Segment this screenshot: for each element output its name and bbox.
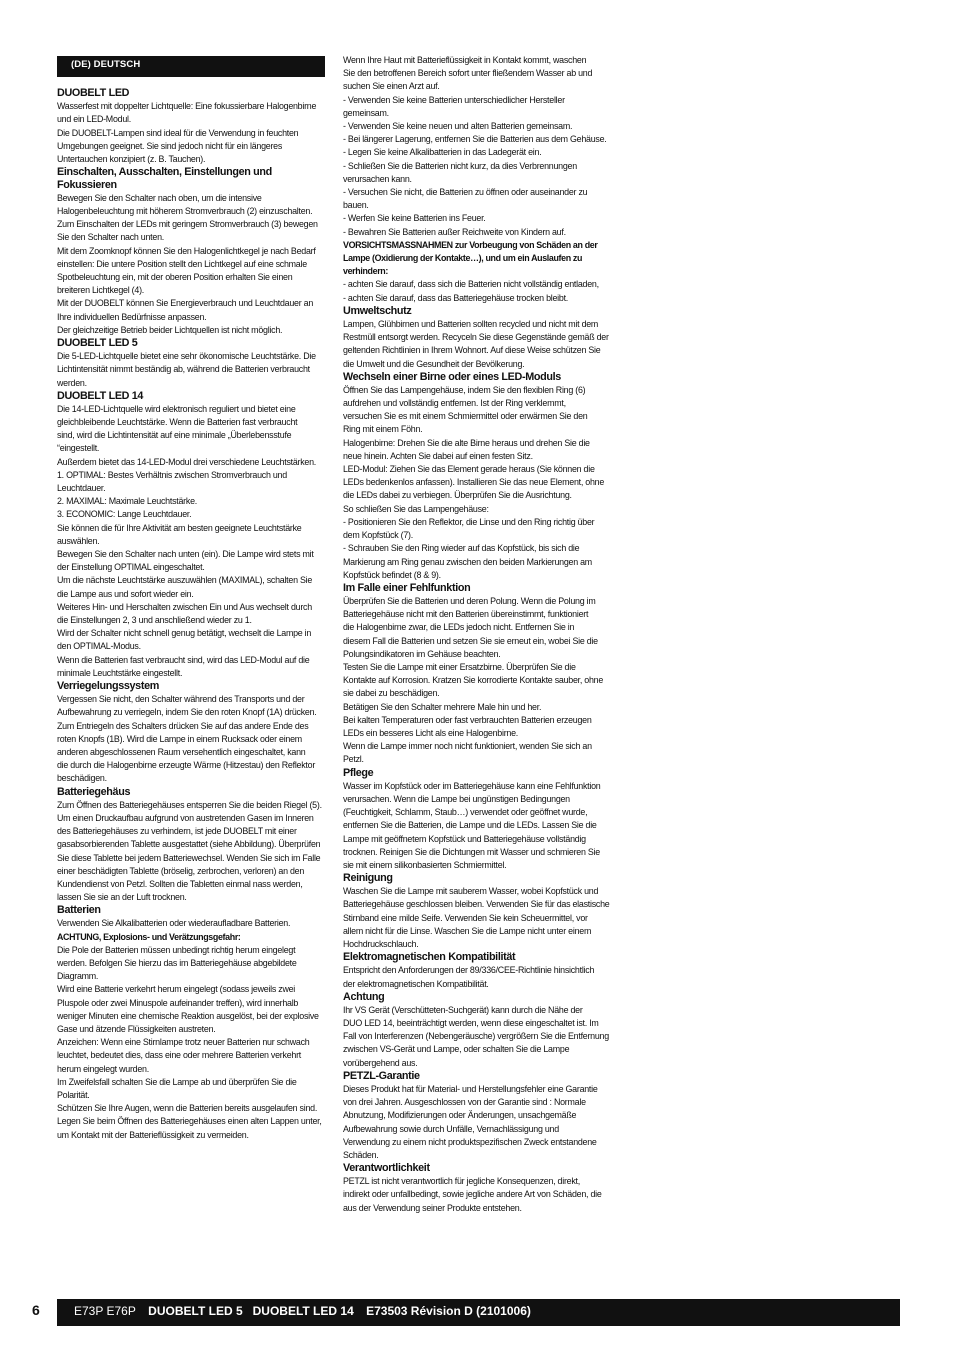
section-verriegelungssystem [57, 680, 325, 786]
warning-text: ACHTUNG, Explosions- und Verätzungsgefahr: [57, 931, 241, 942]
section-umweltschutz [343, 305, 611, 371]
section-im-falle-einer-fehlfunktion [343, 582, 611, 767]
section-verantwortlichkeit [343, 1162, 611, 1215]
section-text: Ihr VS Gerät (Verschütteten-Suchgerät) kann durch die Nähe der DUO LED 14, beeinträchtigt werden, wenn diese eingeschaltet ist. Im Fall von Interferenzen (Nebengeräusche) vergrößern Sie die Entfernung zwischen VS-Gerät und Lampe, oder schalten Sie die Lampe vorübergehend aus. [343, 1004, 609, 1068]
page-number: 6 [32, 1302, 40, 1318]
section-text: Zum Öffnen des Batteriegehäuses entsperren Sie die beiden Riegel (5). Um einen Druckaufbau aufgrund von austretenden Gasen im Inneren des Batteriegehäuses zu verhindern, ist jede DUOBELT mit einer gasabsorbierenden Tablette ausgestattet (siehe Abbildung). Überprüfen Sie diese Tablette bei jedem Batteriewechsel. Wenden Sie sich im Falle einer beschädigten Tablette (bröselig, zerbrochen, verloren) an den Kundendienst von Petzl. Sollten die Tabletten einmal nass werden, lassen Sie sie an der Luft trocknen. [57, 799, 322, 903]
right-column [343, 54, 611, 1215]
section-heading: Umweltschutz [343, 304, 412, 317]
section-text: Lampen, Glühbirnen und Batterien sollten recycled und nicht mit dem Restmüll entsorgt werden. Recyceln Sie diese Gegenstände gemäß der geltenden Richtlinien in Ihrem Wohnort. Auf diese Weise schützen Sie die Umwelt und die Gesundheit der Bevölkerung. [343, 318, 609, 369]
section-heading: Reinigung [343, 872, 393, 885]
section-text: Die 5-LED-Lichtquelle bietet eine sehr ökonomische Leuchtstärke. Die Lichtintensität nimmt beständig ab, während die Batterien verbraucht werden. [57, 351, 316, 388]
section-heading: Achtung [343, 990, 385, 1003]
section-heading: Batteriegehäus [57, 785, 131, 798]
section-achtung [343, 991, 611, 1070]
section-text: - achten Sie darauf, dass sich die Batterien nicht vollständig entladen, - achten Sie darauf, dass das Batteriegehäuse trocken bleibt. [343, 279, 599, 303]
section-duobelt-led-5 [57, 337, 325, 390]
product-names: DUOBELT LED 5 DUOBELT LED 14 [148, 1304, 354, 1318]
section-text: Überprüfen Sie die Batterien und deren Polung. Wenn die Polung im Batteriegehäuse nicht mit den Batterien übereinstimmt, funktioniert die Halogenbirne zwar, die LEDs jedoch nicht. Entfernen Sie in diesem Fall die Batterien und setzen Sie sie erneut ein, wobei Sie die Polungsindikatoren im Gehäuse beachten. Testen Sie die Lampe mit einer Ersatzbirne. Überprüfen Sie die Kontakte auf Korrosion. Kratzen Sie korrodierte Kontakte sauber, ohne sie dabei zu beschädigen. Betätigen Sie den Schalter mehrere Male hin und her. Bei kalten Temperaturen oder fast verbrauchten Batterien erzeugen LEDs ein besseres Licht als eine Halogenbirne. Wenn die Lampe immer noch nicht funktioniert, wenden Sie sich an Petzl. [343, 596, 604, 765]
section-petzl-garantie [343, 1070, 611, 1162]
section-text: Die Pole der Batterien müssen unbedingt richtig herum eingelegt werden. Befolgen Sie hierzu das im Batteriegehäuse abgebildete Diagramm. Wird eine Batterie verkehrt herum eingelegt (sodass jeweils zwei Pluspole oder zwei Minuspole aufeinander treffen), wird innerhalb weniger Minuten eine chemische Reaktion ausgelöst, bei der explosive Gase und ätzende Flüssigkeiten austreten. Anzeichen: Wenn eine Stirnlampe trotz neuer Batterien nur schwach leuchtet, bedeutet dies, dass eine oder mehrere Batterien verkehrt herum eingelegt wurden. Im Zweifelsfall schalten Sie die Lampe ab und überprüfen Sie die Polarität. Schützen Sie Ihre Augen, wenn die Batterien bereits ausgelaufen sind. Legen Sie beim Öffnen des Batteriegehäuses einen alten Lappen unter, um Kontakt mit der Batterieflüssigkeit zu vermeiden. [57, 944, 322, 1140]
section-elektromagnetischen-kompatibilität [343, 951, 611, 991]
section-right-intro [343, 54, 611, 305]
section-wechseln-einer-birne-oder-eines-led-moduls [343, 371, 611, 582]
footer-bar [57, 1299, 900, 1326]
section-heading: DUOBELT LED 5 [57, 337, 138, 350]
section-heading: Einschalten, Ausschalten, Einstellungen und Fokussieren [57, 166, 272, 191]
section-heading: Elektromagnetischen Kompatibilität [343, 951, 516, 964]
section-text: Dieses Produkt hat für Material- und Herstellungsfehler eine Garantie von drei Jahren. Ausgeschlossen von der Garantie sind : Normale Abnutzung, Modifizierungen oder Änderungen, unsachgemäße Aufbewahrung sowie durch Unfälle, Vernachlässigung und Verwendung zu einem nicht produktspezifischen Zweck entstandene Schäden. [343, 1083, 598, 1160]
section-text: Öffnen Sie das Lampengehäuse, indem Sie den flexiblen Ring (6) aufdrehen und vollständig entfernen. Ist der Ring verklemmt, versuchen Sie es mit einem Schmiermittel oder erwärmen Sie den Ring mit einem Föhn. Halogenbirne: Drehen Sie die alte Birne heraus und drehen Sie die neue hinein. Achten Sie dabei auf einen festen Sitz. LED-Modul: Ziehen Sie das Element gerade heraus (Sie können die LEDs bedenkenlos anfassen). Installieren Sie das neue Element, ohne die LEDs dabei zu verbiegen. Überprüfen Sie die Ausrichtung. So schließen Sie das Lampengehäuse: - Positionieren Sie den Reflektor, die Linse und den Ring richtig über dem Kopfstück (7). - Schrauben Sie den Ring wieder auf das Kopfstück, bis sich die Markierung am Ring genau zwischen den beiden Markierungen am Kopfstück befindet (8 & 9). [343, 384, 605, 580]
section-heading: Batterien [57, 904, 101, 917]
section-heading: Im Falle einer Fehlfunktion [343, 581, 471, 594]
section-batteriegehäus [57, 786, 325, 905]
section-einschalten-ausschalten-einstellungen-und-fokussieren [57, 166, 325, 337]
section-text: Bewegen Sie den Schalter nach oben, um die intensive Halogenbeleuchtung mit höherem Stromverbrauch (2) einzuschalten. Zum Einschalten der LEDs mit geringem Stromverbrauch (3) bewegen Sie den Schalter nach unten. Mit dem Zoomknopf können Sie den Halogenlichtkegel je nach Bedarf einstellen: Die untere Position stellt den Lichtkegel auf eine schmale Spotbeleuchtung ein, mit der oberen Position erhalten Sie einen breiteren Lichtkegel (4). Mit der DUOBELT können Sie Energieverbrauch und Leuchtdauer an Ihre individuellen Bedürfnisse anpassen. Der gleichzeitige Betrieb beider Lichtquellen ist nicht möglich. [57, 192, 318, 335]
section-heading: Verantwortlichkeit [343, 1162, 430, 1175]
section-heading: Pflege [343, 766, 374, 779]
section-text: Wasser im Kopfstück oder im Batteriegehäuse kann eine Fehlfunktion verursachen. Wenn die Lampe bei ungünstigen Bedingungen (Feuchtigkeit, Schlamm, Staub…) verwendet oder geöffnet wurde, entfernen Sie die Batterien, die Lampe und die LEDs. Lassen Sie die Lampe mit geöffnetem Kopfstück und Batteriegehäuse vollständig trocknen. Reinigen Sie die Dichtungen mit Wasser und schmieren Sie sie mit einem silikonbasierten Schmiermittel. [343, 780, 601, 870]
section-duobelt-led [57, 87, 325, 166]
revision-label: E73503 Révision D (2101006) [366, 1304, 531, 1318]
language-label: (DE) DEUTSCH [57, 56, 325, 77]
section-pflege [343, 767, 611, 873]
warning-text: VORSICHTSMASSNAHMEN zur Vorbeugung von Schäden an der Lampe (Oxidierung der Kontakte…), und um ein Auslaufen zu verhindern: [343, 239, 598, 277]
left-column [57, 87, 325, 1142]
section-heading: Verriegelungssystem [57, 680, 159, 693]
section-text: Vergessen Sie nicht, den Schalter während des Transports und der Aufbewahrung zu verriegeln, indem Sie den roten Knopf (1A) drücken. Zum Entriegeln des Schalters drücken Sie auf das andere Ende des roten Knopfs (1B). Wird die Lampe in einem Rucksack oder einem anderen abgeschlossenen Raum versehentlich eingeschaltet, kann die durch die Halogenbirne erzeugte Wärme (Hitzestau) den Reflektor beschädigen. [57, 694, 317, 784]
section-heading: Wechseln einer Birne oder eines LED-Moduls [343, 370, 561, 383]
section-text: Wenn Ihre Haut mit Batterieflüssigkeit in Kontakt kommt, waschen Sie den betroffenen Bereich sofort unter fließendem Wasser ab und suchen Sie einen Arzt auf. - Verwenden Sie keine Batterien unterschiedlicher Hersteller gemeinsam. - Verwenden Sie keine neuen und alten Batterien gemeinsam. - Bei längerer Lagerung, entfernen Sie die Batterien aus dem Gehäuse. - Legen Sie keine Alkalibatterien in das Ladegerät ein. - Schließen Sie die Batterien nicht kurz, da dies Verbrennungen verursachen kann. - Versuchen Sie nicht, die Batterien zu öffnen oder auseinander zu bauen. - Werfen Sie keine Batterien ins Feuer. - Bewahren Sie Batterien außer Reichweite von Kindern auf. [343, 55, 607, 237]
section-reinigung [343, 872, 611, 951]
section-duobelt-led-14 [57, 390, 325, 680]
section-text: Verwenden Sie Alkalibatterien oder wiederaufladbare Batterien. [57, 918, 291, 929]
section-batterien [57, 904, 325, 1142]
section-heading: PETZL-Garantie [343, 1069, 420, 1082]
section-text: Entspricht den Anforderungen der 89/336/CEE-Richtlinie hinsichtlich der elektromagnetischen Kompatibilität. [343, 965, 595, 989]
section-heading: DUOBELT LED 14 [57, 389, 144, 402]
section-text: Waschen Sie die Lampe mit sauberem Wasser, wobei Kopfstück und Batteriegehäuse geschlossen bleiben. Verwenden Sie für das elastische Stirnband eine milde Seife. Verwenden Sie kein Scheuermittel, vor allem nicht für die Linse. Waschen Sie die Lampe nicht unter einem Hochdruckschlauch. [343, 886, 610, 950]
section-heading: DUOBELT LED [57, 87, 130, 99]
section-text: Die 14-LED-Lichtquelle wird elektronisch reguliert und bietet eine gleichbleibende Leuchtstärke. Wenn die Batterien fast verbraucht sind, wird die Lichtintensität auf eine minimale „Überlebensstufe “eingestellt. Außerdem bietet das 14-LED-Modul drei verschiedene Leuchtstärken. 1. OPTIMAL: Bestes Verhältnis zwischen Stromverbrauch und Leuchtdauer. 2. MAXIMAL: Maximale Leuchtstärke. 3. ECONOMIC: Lange Leuchtdauer. Sie können die für Ihre Aktivität am besten geeignete Leuchtstärke auswählen. Bewegen Sie den Schalter nach unten (ein). Die Lampe wird stets mit der Einstellung OPTIMAL eingeschaltet. Um die nächste Leuchtstärke auszuwählen (MAXIMAL), schalten Sie die Lampe aus und sofort wieder ein. Weiteres Hin- und Herschalten zwischen Ein und Aus wechselt durch die Einstellungen 2, 3 und anschließend wieder zu 1. Wird der Schalter nicht schnell genug betätigt, wechselt die Lampe in den OPTIMAL-Modus. Wenn die Batterien fast verbraucht sind, wird das LED-Modul auf die minimale Leuchtstärke eingestellt. [57, 403, 317, 678]
section-text: Wasserfest mit doppelter Lichtquelle: Eine fokussierbare Halogenbirne und ein LED-Modul. Die DUOBELT-Lampen sind ideal für die Verwendung in feuchten Umgebungen geeignet. Sie sind jedoch nicht für ein längeres Untertauchen konzipiert (z. B. Tauchen). [57, 101, 317, 164]
section-text: PETZL ist nicht verantwortlich für jegliche Konsequenzen, direkt, indirekt oder unfallbedingt, sowie jegliche andere Art von Schäden, die aus der Verwendung seiner Produkte entstehen. [343, 1176, 602, 1213]
product-codes: E73P E76P [74, 1304, 136, 1318]
